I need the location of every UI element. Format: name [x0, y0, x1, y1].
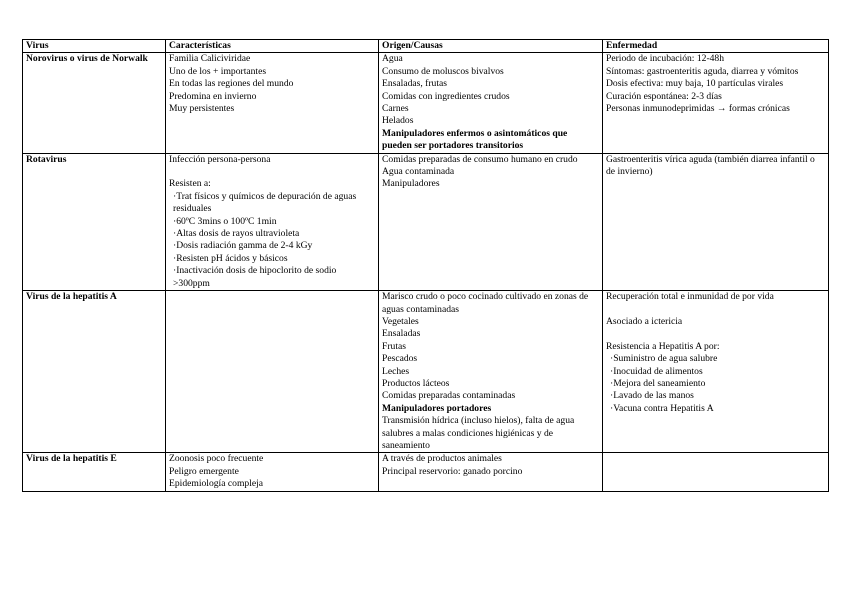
cell-line-bold: Manipuladores portadores: [382, 402, 492, 414]
table-row: [23, 453, 829, 491]
cell-line: Vegetales: [382, 315, 419, 327]
cell-line: ·Resisten pH ácidos y básicos: [173, 252, 288, 264]
cell-line: Gastroenteritis vírica aguda (también diarrea infantil o de invierno): [606, 153, 815, 178]
cell-line: A través de productos animales: [382, 453, 502, 465]
cell-line: Curación espontánea: 2-3 días: [606, 90, 722, 102]
origen-cell: [379, 153, 603, 290]
cell-line: Frutas: [382, 340, 406, 352]
header-origen: Origen/Causas: [379, 40, 603, 53]
cell-line: Resisten a:: [169, 178, 211, 190]
spacer: [606, 328, 825, 340]
cell-line: ·Altas dosis de rayos ultravioleta: [173, 228, 300, 240]
caracteristicas-cell: [166, 153, 379, 290]
cell-line: ·Lavado de las manos: [610, 390, 694, 402]
cell-line: Resistencia a Hepatitis A por:: [606, 340, 720, 352]
cell-line: Agua contaminada: [382, 166, 455, 178]
caracteristicas-cell: [166, 291, 379, 453]
cell-line: ·Suministro de agua salubre: [610, 353, 718, 365]
enfermedad-cell: [603, 453, 829, 491]
header-caracteristicas: Características: [166, 40, 379, 53]
cell-line: Periodo de incubación: 12-48h: [606, 53, 725, 65]
cell-line: ·60ºC 3mins o 100ºC 1min: [173, 215, 277, 227]
cell-line: Zoonosis poco frecuente: [169, 453, 264, 465]
cell-line: Personas inmunodeprimidas → formas crónicas: [606, 103, 790, 115]
cell-line: Peligro emergente: [169, 465, 239, 477]
cell-line: Familia Caliciviridae: [169, 53, 251, 65]
spacer: [169, 166, 375, 178]
cell-line: Comidas con ingredientes crudos: [382, 90, 510, 102]
virus-name: Norovirus o virus de Norwalk: [23, 53, 166, 153]
cell-line: Ensaladas: [382, 328, 421, 340]
caracteristicas-cell: [166, 53, 379, 153]
cell-line: Productos lácteos: [382, 377, 450, 389]
cell-line: Carnes: [382, 103, 409, 115]
cell-line: Pescados: [382, 353, 418, 365]
cell-line: Asociado a ictericia: [606, 315, 683, 327]
table-row: [23, 291, 829, 453]
virus-name: Virus de la hepatitis E: [23, 453, 166, 491]
cell-line: Ensaladas, frutas: [382, 78, 448, 90]
cell-line: Comidas preparadas de consumo humano en crudo: [382, 153, 578, 165]
cell-line: Marisco crudo o poco cocinado cultivado en zonas de aguas contaminadas: [382, 291, 589, 315]
cell-line: Transmisión hídrica (incluso hielos), falta de agua salubres a malas condiciones higiénicas y de saneamiento: [382, 415, 575, 451]
spacer: [606, 304, 825, 316]
virus-table: [22, 39, 829, 492]
header-enfermedad: Enfermedad: [603, 40, 829, 53]
cell-line: Comidas preparadas contaminadas: [382, 390, 516, 402]
cell-line: Infección persona-persona: [169, 153, 271, 165]
caracteristicas-cell: [166, 453, 379, 491]
cell-line: Leches: [382, 365, 410, 377]
cell-line: ·Dosis radiación gamma de 2-4 kGy: [173, 240, 313, 252]
origen-cell: [379, 453, 603, 491]
cell-line: ·Inactivación dosis de hipoclorito de sodio >300ppm: [173, 265, 337, 289]
cell-line: Agua: [382, 53, 403, 65]
cell-line: Epidemiología compleja: [169, 478, 264, 490]
cell-line: Helados: [382, 115, 414, 127]
enfermedad-cell: [603, 153, 829, 290]
table-header-row: [23, 40, 829, 53]
virus-name: Rotavirus: [23, 153, 166, 290]
cell-line: Uno de los + importantes: [169, 65, 267, 77]
cell-line: Principal reservorio: ganado porcino: [382, 465, 523, 477]
cell-line: Recuperación total e inmunidad de por vida: [606, 291, 774, 303]
cell-line: ·Vacuna contra Hepatitis A: [610, 402, 714, 414]
enfermedad-cell: [603, 53, 829, 153]
cell-line-bold: Manipuladores enfermos o asintomáticos que pueden ser portadores transitorios: [382, 127, 568, 152]
cell-line: Predomina en invierno: [169, 90, 257, 102]
cell-line: Síntomas: gastroenteritis aguda, diarrea y vómitos: [606, 65, 799, 77]
cell-line: Muy persistentes: [169, 103, 235, 115]
header-virus: Virus: [23, 40, 166, 53]
cell-line: ·Inocuidad de alimentos: [610, 365, 703, 377]
cell-line: Dosis efectiva: muy baja, 10 partículas virales: [606, 78, 784, 90]
origen-cell: [379, 53, 603, 153]
virus-name: Virus de la hepatitis A: [23, 291, 166, 453]
cell-line: Consumo de moluscos bivalvos: [382, 65, 504, 77]
cell-line: ·Trat físicos y químicos de depuración de aguas residuales: [173, 190, 357, 215]
table-row: [23, 53, 829, 153]
cell-line: En todas las regiones del mundo: [169, 78, 294, 90]
enfermedad-cell: [603, 291, 829, 453]
cell-line: Manipuladores: [382, 178, 440, 190]
origen-cell: [379, 291, 603, 453]
cell-line: ·Mejora del saneamiento: [610, 377, 706, 389]
table-row: [23, 153, 829, 290]
